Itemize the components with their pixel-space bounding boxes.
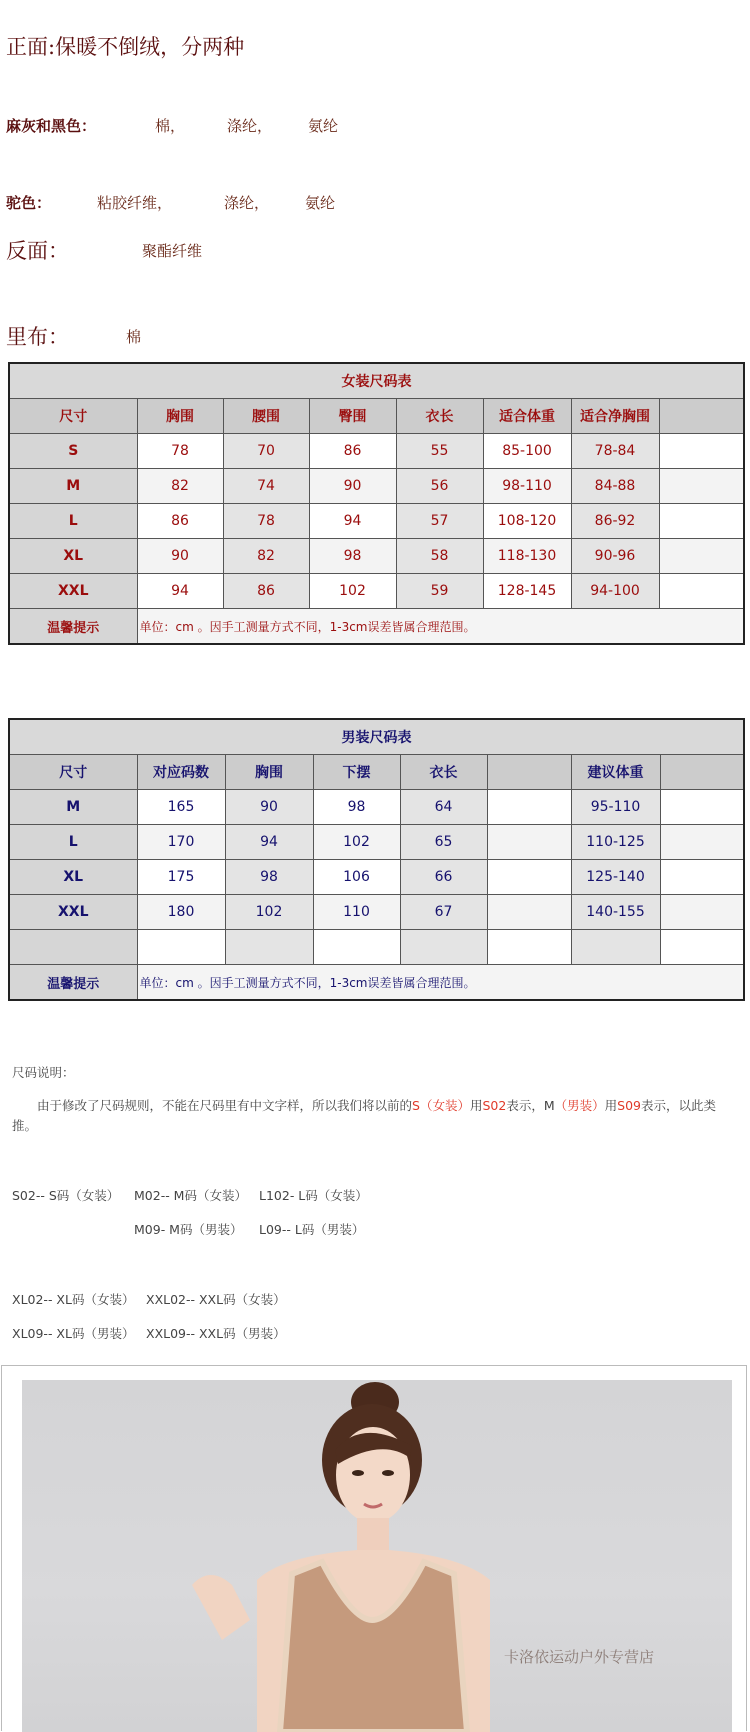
lining-label: 里布： — [6, 325, 69, 349]
table-cell: 110-125 — [571, 825, 660, 860]
table-cell: 90 — [225, 790, 313, 825]
table-row — [9, 574, 744, 609]
table-row — [9, 930, 744, 965]
size-note-highlight: S09 — [617, 1098, 641, 1113]
size-note-text: 由于修改了尺码规则，不能在尺码里有中文字样，所以我们将以前的 — [37, 1098, 413, 1113]
product-photo — [1, 1365, 747, 1731]
table-cell — [660, 930, 744, 965]
table-cell: 106 — [313, 860, 400, 895]
table-cell — [487, 930, 571, 965]
women-table-title: 女装尺码表 — [9, 363, 744, 399]
table-cell — [660, 790, 744, 825]
code-xl09: XL09-- XL码（男装） — [12, 1326, 135, 1341]
table-cell — [225, 930, 313, 965]
table-cell: 98 — [313, 790, 400, 825]
model-figure — [22, 1380, 732, 1732]
table-row — [9, 539, 744, 574]
grey-black-material-3: 氨纶 — [308, 117, 339, 135]
size-cell: M — [9, 790, 137, 825]
table-cell: 64 — [400, 790, 487, 825]
camel-material-2: 涤纶， — [224, 194, 270, 212]
table-cell: 175 — [137, 860, 225, 895]
camel-material-3: 氨纶 — [305, 194, 336, 212]
table-cell: 94 — [225, 825, 313, 860]
table-cell: 86-92 — [571, 504, 659, 539]
table-cell: 102 — [313, 825, 400, 860]
header-cell — [660, 755, 744, 790]
table-cell — [659, 469, 744, 504]
table-cell: 66 — [400, 860, 487, 895]
table-cell: 98-110 — [483, 469, 571, 504]
tip-text: 单位：cm 。因手工测量方式不同，1-3cm误差皆属合理范围。 — [137, 965, 744, 1001]
size-note-highlight: S02 — [482, 1098, 507, 1113]
size-note-line-1 — [37, 1096, 716, 1114]
camel-label: 驼色： — [6, 194, 52, 212]
table-cell — [660, 825, 744, 860]
table-cell: 94 — [137, 574, 223, 609]
photo-watermark: 卡洛依运动户外专营店 — [504, 1648, 655, 1666]
size-cell — [9, 930, 137, 965]
table-cell: 102 — [225, 895, 313, 930]
table-cell: 84-88 — [571, 469, 659, 504]
grey-black-material-1: 棉， — [155, 117, 186, 135]
tip-row — [9, 965, 744, 1001]
table-cell: 140-155 — [571, 895, 660, 930]
code-l09: L09-- L码（男装） — [259, 1222, 365, 1237]
table-cell: 110 — [313, 895, 400, 930]
size-cell: XXL — [9, 574, 137, 609]
header-cell: 对应码数 — [137, 755, 225, 790]
table-cell: 74 — [223, 469, 309, 504]
table-row — [9, 434, 744, 469]
grey-black-material-2: 涤纶， — [227, 117, 273, 135]
table-cell — [659, 434, 744, 469]
table-cell: 85-100 — [483, 434, 571, 469]
table-cell — [659, 504, 744, 539]
table-row — [9, 469, 744, 504]
table-cell: 108-120 — [483, 504, 571, 539]
table-cell: 90-96 — [571, 539, 659, 574]
tip-label: 温馨提示 — [9, 609, 137, 645]
size-note-highlight: S（女装） — [412, 1098, 470, 1113]
header-cell: 衣长 — [396, 399, 483, 434]
table-cell — [487, 825, 571, 860]
table-row — [9, 895, 744, 930]
table-cell: 82 — [137, 469, 223, 504]
table-cell: 90 — [137, 539, 223, 574]
table-cell: 102 — [309, 574, 396, 609]
size-cell: L — [9, 825, 137, 860]
table-cell: 165 — [137, 790, 225, 825]
size-note-text: 用 — [469, 1098, 483, 1113]
code-xl02: XL02-- XL码（女装） — [12, 1292, 135, 1307]
size-cell: M — [9, 469, 137, 504]
tip-label: 温馨提示 — [9, 965, 137, 1001]
code-m09: M09- M码（男装） — [134, 1222, 243, 1237]
table-cell: 90 — [309, 469, 396, 504]
back-label: 反面： — [6, 239, 69, 263]
table-cell: 95-110 — [571, 790, 660, 825]
code-m02: M02-- M码（女装） — [134, 1188, 247, 1203]
table-cell — [487, 860, 571, 895]
camel-material-1: 粘胶纤维， — [97, 194, 173, 212]
tip-text: 单位：cm 。因手工测量方式不同，1-3cm误差皆属合理范围。 — [137, 609, 744, 645]
code-xxl09: XXL09-- XXL码（男装） — [146, 1326, 286, 1341]
table-cell: 70 — [223, 434, 309, 469]
table-cell: 94 — [309, 504, 396, 539]
table-cell — [659, 574, 744, 609]
header-cell: 建议体重 — [571, 755, 660, 790]
size-note-text: 表示，以此类 — [640, 1098, 716, 1113]
code-xxl02: XXL02-- XXL码（女装） — [146, 1292, 286, 1307]
code-s02: S02-- S码（女装） — [12, 1188, 120, 1203]
table-row — [9, 504, 744, 539]
men-size-table — [8, 718, 745, 1001]
table-cell: 170 — [137, 825, 225, 860]
header-cell: 适合净胸围 — [571, 399, 659, 434]
table-cell: 67 — [400, 895, 487, 930]
header-cell: 臀围 — [309, 399, 396, 434]
table-cell: 55 — [396, 434, 483, 469]
table-cell — [313, 930, 400, 965]
table-cell — [487, 895, 571, 930]
table-cell: 56 — [396, 469, 483, 504]
table-cell: 78 — [223, 504, 309, 539]
header-cell: 胸围 — [137, 399, 223, 434]
size-note-text: 用 — [604, 1098, 618, 1113]
code-l102: L102- L码（女装） — [259, 1188, 368, 1203]
table-row — [9, 860, 744, 895]
grey-black-label: 麻灰和黑色： — [6, 117, 97, 135]
table-cell: 86 — [223, 574, 309, 609]
header-cell: 下摆 — [313, 755, 400, 790]
table-row — [9, 790, 744, 825]
table-cell — [660, 895, 744, 930]
size-cell: L — [9, 504, 137, 539]
header-cell: 胸围 — [225, 755, 313, 790]
table-cell: 128-145 — [483, 574, 571, 609]
table-cell: 58 — [396, 539, 483, 574]
table-cell: 65 — [400, 825, 487, 860]
size-cell: S — [9, 434, 137, 469]
header-cell: 适合体重 — [483, 399, 571, 434]
table-cell: 57 — [396, 504, 483, 539]
table-cell — [400, 930, 487, 965]
table-cell — [487, 790, 571, 825]
size-cell: XXL — [9, 895, 137, 930]
table-cell — [137, 930, 225, 965]
table-cell: 86 — [309, 434, 396, 469]
table-cell: 118-130 — [483, 539, 571, 574]
men-table-title: 男装尺码表 — [9, 719, 744, 755]
women-header-row — [9, 399, 744, 434]
table-cell: 98 — [225, 860, 313, 895]
back-material: 聚酯纤维 — [142, 242, 203, 260]
table-cell: 59 — [396, 574, 483, 609]
table-cell: 98 — [309, 539, 396, 574]
size-cell: XL — [9, 860, 137, 895]
size-note-heading: 尺码说明： — [12, 1065, 75, 1080]
women-size-table — [8, 362, 745, 645]
header-cell: 尺寸 — [9, 755, 137, 790]
table-cell: 180 — [137, 895, 225, 930]
size-note-highlight: （男装） — [554, 1098, 605, 1113]
table-cell: 125-140 — [571, 860, 660, 895]
size-note-line-2: 推。 — [12, 1118, 38, 1133]
size-note-text: 表示，M — [506, 1098, 555, 1113]
table-cell — [660, 860, 744, 895]
header-cell — [487, 755, 571, 790]
table-cell: 78 — [137, 434, 223, 469]
size-cell: XL — [9, 539, 137, 574]
lining-material: 棉 — [126, 328, 142, 346]
table-cell: 82 — [223, 539, 309, 574]
header-cell — [659, 399, 744, 434]
tip-row — [9, 609, 744, 645]
table-cell — [659, 539, 744, 574]
header-cell: 尺寸 — [9, 399, 137, 434]
table-cell: 86 — [137, 504, 223, 539]
table-cell — [571, 930, 660, 965]
table-cell: 94-100 — [571, 574, 659, 609]
front-title: 正面:保暖不倒绒，分两种 — [6, 35, 245, 59]
table-row — [9, 825, 744, 860]
men-header-row — [9, 755, 744, 790]
table-cell: 78-84 — [571, 434, 659, 469]
header-cell: 腰围 — [223, 399, 309, 434]
header-cell: 衣长 — [400, 755, 487, 790]
product-photo-image — [22, 1380, 732, 1732]
